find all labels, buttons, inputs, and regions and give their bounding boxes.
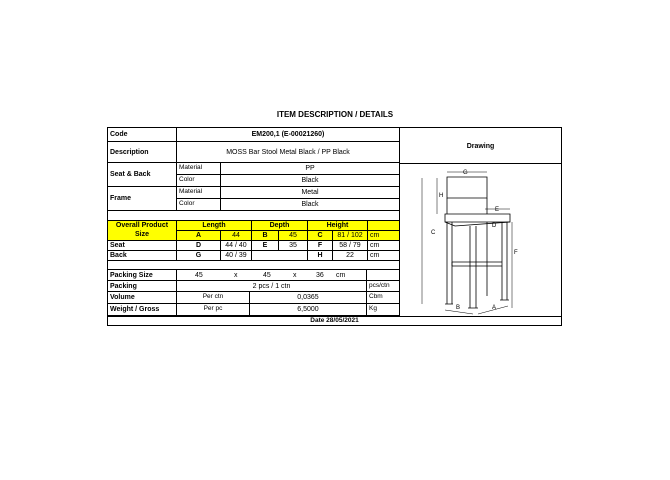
- overall-length-code: A: [177, 231, 221, 241]
- seat-length-value: 44 / 40: [221, 241, 252, 251]
- document-title: ITEM DESCRIPTION / DETAILS: [276, 110, 394, 119]
- seat-depth-code: E: [252, 241, 279, 251]
- back-leg-left: [447, 222, 452, 304]
- back-height-code: H: [308, 251, 333, 261]
- back-length-value: 40 / 39: [221, 251, 252, 261]
- packing-unit: pcs/ctn: [367, 281, 400, 292]
- frame-material-label: Material: [177, 187, 221, 199]
- dim-label-d: D: [492, 223, 497, 229]
- packing-size-values: [177, 270, 367, 281]
- packing-size-unit: cm: [336, 271, 346, 279]
- seat-depth-value: 35: [279, 241, 308, 251]
- packing-size-unit-blank: [367, 270, 400, 281]
- seat-back-label: Seat & Back: [108, 163, 177, 187]
- packing-label: Packing: [108, 281, 177, 292]
- overall-height-code: C: [308, 231, 333, 241]
- front-leg-right: [502, 222, 507, 300]
- dim-label-a: A: [492, 305, 497, 311]
- depth-header: Depth: [252, 221, 308, 231]
- height-header: Height: [308, 221, 368, 231]
- weight-value: 6,5000: [250, 304, 367, 316]
- dim-label-g: G: [463, 170, 468, 176]
- backrest: [447, 177, 487, 198]
- seat-back-material-label: Material: [177, 163, 221, 175]
- overall-height-value: 81 / 102: [333, 231, 368, 241]
- description-label: Description: [108, 142, 177, 163]
- weight-label: Weight / Gross: [108, 304, 177, 316]
- packing-size-depth: 45: [263, 271, 271, 279]
- seat-back-color-label: Color: [177, 175, 221, 187]
- header-unit-blank: [368, 221, 400, 231]
- overall-depth-value: 45: [279, 231, 308, 241]
- seat-back-color-value: Black: [221, 175, 400, 187]
- packing-value: 2 pcs / 1 ctn: [177, 281, 367, 292]
- drawing-label: Drawing: [466, 142, 495, 150]
- overall-size-label: Overall Product Size: [108, 221, 177, 241]
- weight-basis: Per pc: [177, 304, 250, 316]
- back-length-code: G: [177, 251, 221, 261]
- seat-height-code: F: [308, 241, 333, 251]
- frame-color-label: Color: [177, 199, 221, 211]
- back-height-value: 22: [333, 251, 368, 261]
- description-value: MOSS Bar Stool Metal Black / PP Black: [177, 142, 400, 163]
- dim-label-b: B: [456, 305, 461, 311]
- overall-length-value: 44: [221, 231, 252, 241]
- overall-unit: cm: [368, 231, 400, 241]
- dim-label-h: H: [439, 193, 444, 199]
- spacer-row: [108, 211, 400, 221]
- frame-label: Frame: [108, 187, 177, 211]
- packing-size-label: Packing Size: [108, 270, 177, 281]
- footrest: [452, 262, 502, 266]
- weight-unit: Kg: [367, 304, 400, 316]
- packing-size-x2: x: [293, 271, 297, 279]
- front-leg-left: [470, 226, 476, 308]
- packing-size-height: 36: [316, 271, 324, 279]
- code-value: EM200,1 (E-00021260): [177, 128, 400, 142]
- overall-depth-code: B: [252, 231, 279, 241]
- seat-back-material-value: PP: [221, 163, 400, 175]
- frame-color-value: Black: [221, 199, 400, 211]
- spacer-row-2: [108, 261, 400, 270]
- frame-material-value: Metal: [221, 187, 400, 199]
- dim-label-f: F: [514, 250, 518, 256]
- back-depth-blank: [252, 251, 308, 261]
- seat-unit: cm: [368, 241, 400, 251]
- volume-label: Volume: [108, 292, 177, 304]
- length-header: Length: [177, 221, 252, 231]
- volume-basis: Per ctn: [177, 292, 250, 304]
- seat-label: Seat: [108, 241, 177, 251]
- packing-size-length: 45: [195, 271, 203, 279]
- dim-label-c: C: [431, 230, 436, 236]
- seat-length-code: D: [177, 241, 221, 251]
- date-footer: Date 28/05/2021: [108, 316, 561, 325]
- seat-height-value: 58 / 79: [333, 241, 368, 251]
- seat: [445, 214, 510, 222]
- packing-size-x1: x: [234, 271, 238, 279]
- back-unit: cm: [368, 251, 400, 261]
- volume-unit: Cbm: [367, 292, 400, 304]
- code-label: Code: [108, 128, 177, 142]
- back-label: Back: [108, 251, 177, 261]
- bar-stool-drawing: [400, 164, 561, 315]
- dim-label-e: E: [495, 207, 500, 213]
- volume-value: 0,0365: [250, 292, 367, 304]
